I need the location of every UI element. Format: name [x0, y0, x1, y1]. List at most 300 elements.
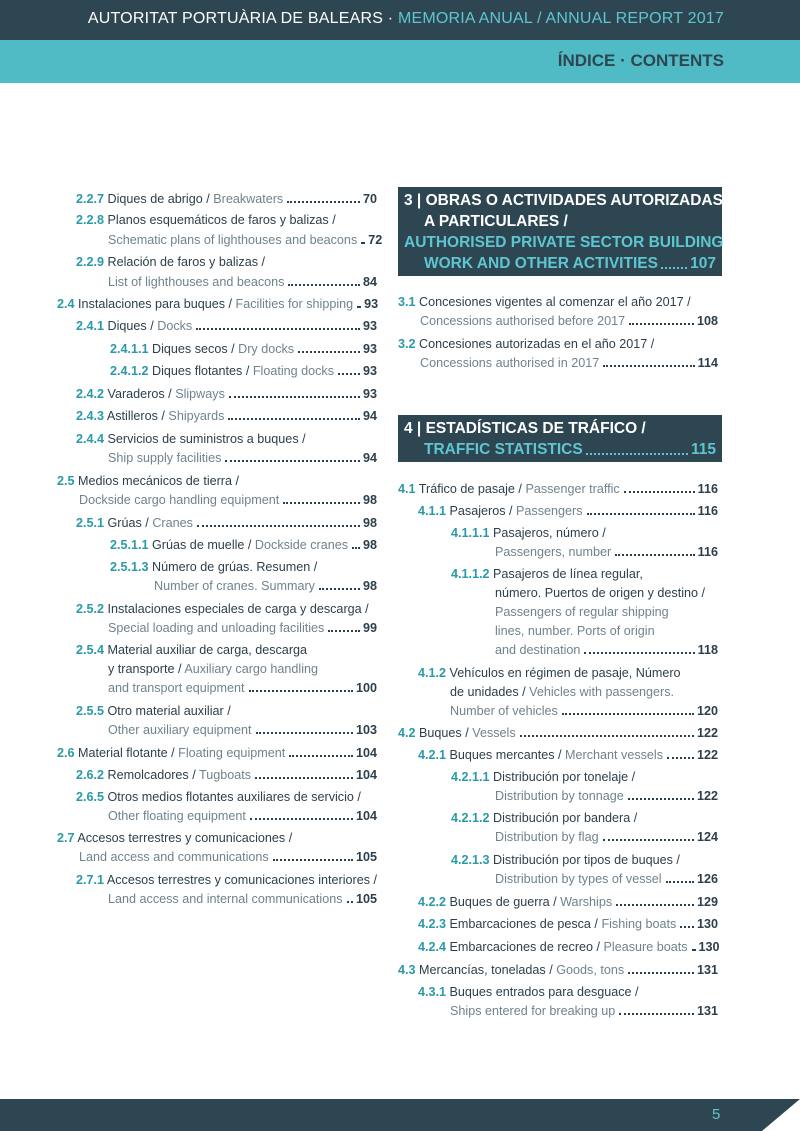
toc-page-number: 122: [696, 789, 718, 803]
toc-spanish-title: Vehículos en régimen de pasaje, Número: [449, 666, 681, 680]
toc-english-title: Other auxiliary equipment: [108, 723, 252, 737]
toc-spanish-title: Embarcaciones de pesca: [449, 917, 591, 931]
toc-dot-leader: [692, 949, 696, 951]
toc-english-title: Floating docks: [252, 364, 335, 378]
toc-number: 4.1.1.1: [451, 526, 490, 540]
toc-text: 2.4.1.1 Diques secos / Dry docks: [110, 342, 295, 356]
toc-text: [76, 642, 307, 658]
toc-spanish-title: Pasajeros, número: [493, 526, 599, 540]
toc-spanish-title: Diques: [107, 319, 147, 333]
toc-entry-continued[interactable]: [154, 578, 377, 594]
toc-entry[interactable]: [398, 336, 718, 352]
toc-text: 3 | OBRAS O ACTIVIDADES AUTORIZADAS: [404, 192, 723, 209]
toc-page-number: 114: [697, 356, 718, 370]
toc-entry[interactable]: [76, 386, 377, 402]
toc-dot-leader: [629, 323, 694, 325]
toc-entry[interactable]: [76, 515, 377, 531]
toc-entry[interactable]: [76, 212, 377, 228]
toc-entry-continued[interactable]: [495, 623, 718, 639]
toc-spanish-title: Grúas: [107, 516, 142, 530]
toc-entry-continued[interactable]: [420, 355, 718, 371]
toc-number: 4.2: [398, 726, 416, 740]
toc-spanish-title: Varaderos: [107, 387, 165, 401]
toc-page-number: 98: [362, 493, 377, 507]
toc-entry[interactable]: [76, 254, 377, 270]
toc-text: 2.5.1.1 Grúas de muelle / Dockside cranes: [110, 538, 349, 552]
toc-entry[interactable]: [76, 318, 377, 334]
toc-english-title: Cranes: [152, 516, 193, 530]
toc-spanish-title: Remolcadores: [107, 768, 189, 782]
toc-english-title: Special loading and unloading facilities: [108, 621, 325, 635]
toc-text: 4.2.4 Embarcaciones de recreo / Pleasure boats: [418, 940, 688, 954]
toc-dot-leader: [562, 713, 694, 715]
toc-english-title: Distribution by flag: [495, 830, 599, 844]
toc-entry[interactable]: [418, 747, 718, 763]
toc-english-title: Number of vehicles: [450, 704, 558, 718]
toc-dot-leader: [520, 735, 694, 737]
toc-page-number: 105: [355, 850, 377, 864]
section-heading-line: [404, 418, 716, 439]
toc-spanish-title: Tráfico de pasaje: [418, 482, 515, 496]
toc-text: 4.1.1 Pasajeros / Passengers: [418, 504, 583, 518]
toc-dot-leader: [361, 242, 365, 244]
toc-english-title: Tugboats: [199, 768, 252, 782]
toc-english-title: Pleasure boats: [603, 940, 688, 954]
toc-text: 2.5 Medios mecánicos de tierra /: [57, 474, 240, 488]
toc-spanish-title: Material flotante: [78, 746, 168, 760]
toc-text: 2.4.3 Astilleros / Shipyards: [76, 409, 225, 423]
toc-entry-continued[interactable]: [450, 684, 718, 700]
toc-spanish-title: Pasajeros: [449, 504, 506, 518]
toc-dot-leader: [616, 904, 694, 906]
toc-dot-leader: [619, 1013, 694, 1015]
toc-number: 2.6: [57, 746, 75, 760]
toc-number: 2.5.4: [76, 643, 105, 657]
toc-dot-leader: [250, 818, 353, 820]
toc-text: 115: [690, 441, 716, 458]
toc-entry[interactable]: [57, 473, 377, 489]
toc-dot-leader: [228, 418, 360, 420]
page-number: 5: [712, 1106, 721, 1123]
toc-english-title: Goods, tons: [556, 963, 625, 977]
toc-dot-leader: [256, 732, 353, 734]
toc-spanish-title: Concesiones autorizadas en el año 2017: [419, 337, 648, 351]
toc-entry[interactable]: [398, 481, 718, 497]
toc-text: de unidades / Vehicles with passengers.: [450, 685, 675, 699]
toc-text: 107: [690, 255, 716, 272]
toc-english-title: and transport equipment: [108, 681, 245, 695]
toc-entry-continued[interactable]: [450, 703, 718, 719]
toc-spanish-title: Distribución por tonelaje: [493, 770, 629, 784]
toc-spanish-title: Concesiones vigentes al comenzar el año 2017: [419, 295, 684, 309]
toc-spanish-title: Medios mecánicos de tierra: [78, 474, 233, 488]
toc-dot-leader: [273, 859, 353, 861]
toc-spanish-title: Instalaciones para buques: [78, 297, 226, 311]
toc-page-number: 72: [368, 233, 383, 247]
toc-text: 2.6.2 Remolcadores / Tugboats: [76, 768, 252, 782]
toc-dot-leader: [287, 201, 360, 203]
toc-english-title: and destination: [495, 643, 581, 657]
toc-english-title: Ship supply facilities: [108, 451, 222, 465]
toc-text: [451, 566, 643, 582]
toc-english-title: Shipyards: [168, 409, 225, 423]
toc-dot-leader: [584, 652, 694, 654]
section-heading-line: [404, 439, 716, 460]
toc-spanish-title: Planos esquemáticos de faros y balizas: [107, 213, 329, 227]
toc-text: 2.4.4 Servicios de suministros a buques /: [76, 432, 306, 446]
toc-page-number: 118: [697, 643, 718, 657]
toc-entry[interactable]: [418, 665, 718, 681]
toc-page-number: 120: [696, 704, 718, 718]
toc-number: 4.1.1.2: [451, 567, 490, 581]
toc-entry[interactable]: [76, 872, 377, 888]
toc-number: 2.4.3: [76, 409, 105, 423]
toc-text: 2.2.8 Planos esquemáticos de faros y balizas /: [76, 213, 336, 227]
toc-english-title: Warships: [560, 895, 613, 909]
toc-entry-continued[interactable]: [495, 642, 718, 658]
toc-english-title: Distribution by tonnage: [495, 789, 624, 803]
toc-text: A PARTICULARES /: [424, 213, 568, 230]
toc-english-title: Dry docks: [238, 342, 295, 356]
toc-text: 2.6.5 Otros medios flotantes auxiliares de servicio /: [76, 790, 361, 804]
toc-entry[interactable]: [451, 525, 718, 541]
toc-text: 2.2.7 Diques de abrigo / Breakwaters: [76, 192, 284, 206]
toc-entry[interactable]: [57, 745, 377, 761]
toc-spanish-title: Mercancías, toneladas: [419, 963, 546, 977]
toc-number: 2.7.1: [76, 873, 105, 887]
toc-number: 2.6.5: [76, 790, 105, 804]
toc-text: 2.2.9 Relación de faros y balizas /: [76, 255, 266, 269]
page-title: ÍNDICE · CONTENTS: [557, 51, 724, 70]
toc-spanish-title: Servicios de suministros a buques: [107, 432, 299, 446]
toc-english-title: Land access and internal communications: [108, 892, 343, 906]
toc-english-title: Floating equipment: [178, 746, 286, 760]
toc-entry-continued[interactable]: [495, 604, 718, 620]
toc-text: 4.2.1.2 Distribución por bandera /: [451, 811, 638, 825]
toc-text: 2.7.1 Accesos terrestres y comunicaciones interiores /: [76, 873, 377, 887]
toc-english-title: lines, number. Ports of origin: [495, 624, 655, 638]
toc-page-number: 103: [355, 723, 377, 737]
toc-page-number: 84: [362, 275, 377, 289]
toc-entry[interactable]: [451, 566, 718, 582]
toc-text: 3.2 Concesiones autorizadas en el año 2017 /: [398, 337, 655, 351]
toc-number: 4.2.4: [418, 940, 447, 954]
toc-dot-leader: [586, 453, 688, 455]
toc-spanish-title: Diques secos: [152, 342, 228, 356]
toc-entry[interactable]: [110, 363, 377, 379]
toc-text: 2.6 Material flotante / Floating equipment: [57, 746, 286, 760]
toc-number: 2.5.5: [76, 704, 105, 718]
header-bar: [0, 0, 800, 40]
toc-text: [418, 665, 681, 681]
toc-dot-leader: [225, 460, 360, 462]
toc-text: 2.5.1.3 Número de grúas. Resumen /: [110, 560, 318, 574]
toc-spanish-title: Otros medios flotantes auxiliares de servicio: [107, 790, 354, 804]
toc-text: 4.2.2 Buques de guerra / Warships: [418, 895, 613, 909]
toc-entry[interactable]: [398, 294, 718, 310]
toc-spanish-title: Buques: [419, 726, 462, 740]
toc-number: 4.2.1.1: [451, 770, 490, 784]
toc-english-title: Ships entered for breaking up: [450, 1004, 616, 1018]
toc-entry[interactable]: [76, 703, 377, 719]
toc-number: 4.1.2: [418, 666, 447, 680]
toc-text: 4.2.1.3 Distribución por tipos de buques /: [451, 853, 680, 867]
toc-english-title: Passenger traffic: [525, 482, 620, 496]
toc-dot-leader: [624, 491, 695, 493]
toc-dot-leader: [667, 757, 694, 759]
toc-dot-leader: [587, 513, 695, 515]
toc-number: 4.3.1: [418, 985, 447, 999]
toc-dot-leader: [352, 547, 360, 549]
toc-dot-leader: [249, 690, 353, 692]
toc-number: 2.4.1: [76, 319, 105, 333]
toc-entry[interactable]: [76, 601, 377, 617]
toc-text: 4.3 Mercancías, toneladas / Goods, tons: [398, 963, 625, 977]
toc-entry[interactable]: [398, 725, 718, 741]
toc-number: 2.5: [57, 474, 75, 488]
toc-entry-continued[interactable]: [108, 722, 377, 738]
toc-entry-continued[interactable]: [108, 274, 377, 290]
toc-number: 4.2.1.2: [451, 811, 490, 825]
toc-entry-continued[interactable]: [108, 450, 377, 466]
section-3-heading[interactable]: [398, 187, 722, 276]
toc-entry[interactable]: [418, 939, 718, 955]
toc-text: 2.4.1 Diques / Docks: [76, 319, 193, 333]
toc-english-title: Auxiliary cargo handling: [184, 662, 319, 676]
toc-dot-leader: [628, 972, 694, 974]
toc-page-number: 100: [355, 681, 377, 695]
toc-spanish-title: Pasajeros de línea regular,: [493, 567, 643, 581]
section-4-heading[interactable]: [398, 415, 722, 462]
toc-entry-continued[interactable]: [495, 829, 718, 845]
toc-spanish-title: Material auxiliar de carga, descarga: [107, 643, 308, 657]
toc-english-title: Dockside cranes: [254, 538, 349, 552]
toc-entry[interactable]: [57, 296, 377, 312]
toc-number: 2.2.9: [76, 255, 105, 269]
toc-text: número. Puertos de origen y destino /: [495, 586, 706, 600]
toc-entry[interactable]: [57, 830, 377, 846]
toc-page-number: 93: [364, 297, 379, 311]
toc-entry-continued[interactable]: [108, 680, 377, 696]
section-heading-line: [404, 253, 716, 274]
toc-page-number: 108: [696, 314, 718, 328]
toc-text: WORK AND OTHER ACTIVITIES: [424, 255, 658, 272]
toc-number: 2.4.1.1: [110, 342, 149, 356]
toc-number: 2.5.2: [76, 602, 105, 616]
toc-entry-continued[interactable]: [79, 849, 377, 865]
toc-text: 2.4.2 Varaderos / Slipways: [76, 387, 225, 401]
toc-number: 2.4.1.2: [110, 364, 149, 378]
toc-page-number: 116: [697, 545, 718, 559]
toc-english-title: Number of cranes. Summary: [154, 579, 315, 593]
toc-entry-continued[interactable]: [108, 808, 377, 824]
section-heading-line: [404, 190, 723, 211]
toc-english-title: Dockside cargo handling equipment: [79, 493, 280, 507]
toc-dot-leader: [603, 839, 694, 841]
toc-spanish-title: Embarcaciones de recreo: [449, 940, 594, 954]
toc-dot-leader: [328, 630, 360, 632]
toc-page-number: 129: [696, 895, 718, 909]
toc-entry[interactable]: [76, 642, 377, 658]
toc-entry[interactable]: [76, 408, 377, 424]
toc-text: y transporte / Auxiliary cargo handling: [108, 662, 319, 676]
toc-dot-leader: [197, 525, 360, 527]
toc-entry[interactable]: [110, 559, 377, 575]
toc-text: 2.4 Instalaciones para buques / Facilities for shipping: [57, 297, 354, 311]
toc-entry[interactable]: [418, 894, 718, 910]
toc-number: 2.7: [57, 831, 75, 845]
toc-number: 4.1.1: [418, 504, 447, 518]
toc-dot-leader: [338, 373, 360, 375]
toc-dot-leader: [196, 328, 360, 330]
toc-text: 3.1 Concesiones vigentes al comenzar el año 2017 /: [398, 295, 691, 309]
toc-text: 4.1.1.1 Pasajeros, número /: [451, 526, 606, 540]
toc-entry-continued[interactable]: [450, 1003, 718, 1019]
toc-spanish-title: Instalaciones especiales de carga y descarga: [107, 602, 362, 616]
toc-number: 3.1: [398, 295, 416, 309]
toc-page-number: 98: [362, 516, 377, 530]
toc-page-number: 130: [696, 917, 718, 931]
toc-dot-leader: [661, 267, 687, 269]
toc-english-title: Fishing boats: [601, 917, 677, 931]
toc-text: TRAFFIC STATISTICS: [424, 441, 583, 458]
toc-entry-continued[interactable]: [495, 544, 718, 560]
toc-spanish-title: Accesos terrestres y comunicaciones interiores: [106, 873, 370, 887]
toc-text: 2.5.5 Otro material auxiliar /: [76, 704, 231, 718]
toc-spanish-title: Otro material auxiliar: [107, 704, 224, 718]
toc-entry[interactable]: [451, 810, 718, 826]
toc-dot-leader: [347, 901, 353, 903]
toc-spanish-title: de unidades: [450, 685, 519, 699]
toc-english-title: Other floating equipment: [108, 809, 246, 823]
toc-entry-continued[interactable]: [108, 891, 377, 907]
toc-entry[interactable]: [418, 503, 718, 519]
toc-text: 4.2.1.1 Distribución por tonelaje /: [451, 770, 636, 784]
toc-english-title: Schematic plans of lighthouses and beacons: [108, 233, 358, 247]
toc-spanish-title: Distribución por tipos de buques: [493, 853, 673, 867]
toc-english-title: Concessions authorised before 2017: [420, 314, 626, 328]
toc-dot-leader: [229, 396, 360, 398]
toc-page-number: 130: [698, 940, 720, 954]
toc-dot-leader: [615, 554, 694, 556]
toc-entry-continued[interactable]: [495, 871, 718, 887]
toc-entry[interactable]: [76, 789, 377, 805]
toc-entry-continued[interactable]: [79, 492, 377, 508]
toc-english-title: Passengers of regular shipping: [495, 605, 669, 619]
toc-spanish-title: Grúas de muelle: [152, 538, 245, 552]
toc-dot-leader: [666, 881, 694, 883]
toc-entry[interactable]: [418, 984, 718, 1000]
toc-english-title: Land access and communications: [79, 850, 269, 864]
toc-text: 4.2.3 Embarcaciones de pesca / Fishing boats: [418, 917, 677, 931]
toc-entry[interactable]: [76, 767, 377, 783]
toc-spanish-title: número. Puertos de origen y destino: [495, 586, 699, 600]
toc-number: 4.2.2: [418, 895, 447, 909]
toc-dot-leader: [319, 588, 360, 590]
toc-entry[interactable]: [451, 852, 718, 868]
toc-english-title: Facilities for shipping: [235, 297, 354, 311]
toc-entry[interactable]: [76, 191, 377, 207]
toc-text: 2.5.1 Grúas / Cranes: [76, 516, 193, 530]
toc-english-title: Vehicles with passengers.: [529, 685, 675, 699]
toc-english-title: Passengers, number: [495, 545, 612, 559]
toc-page-number: 98: [362, 579, 377, 593]
toc-page-number: 116: [697, 482, 718, 496]
toc-spanish-title: Número de grúas. Resumen: [152, 560, 311, 574]
toc-spanish-title: Astilleros: [106, 409, 158, 423]
toc-spanish-title: Buques entrados para desguace: [449, 985, 632, 999]
toc-page-number: 70: [362, 192, 377, 206]
toc-text: 2.7 Accesos terrestres y comunicaciones /: [57, 831, 293, 845]
toc-spanish-title: Diques flotantes: [152, 364, 243, 378]
toc-page-number: 93: [362, 364, 377, 378]
toc-entry[interactable]: [451, 769, 718, 785]
toc-page-number: 99: [362, 621, 377, 635]
toc-entry-continued[interactable]: [108, 620, 377, 636]
toc-entry-continued[interactable]: [420, 313, 718, 329]
toc-page-number: 105: [355, 892, 377, 906]
toc-page-number: 131: [696, 963, 718, 977]
toc-page-number: 122: [696, 748, 718, 762]
toc-entry-continued[interactable]: [495, 585, 718, 601]
toc-number: 2.4.2: [76, 387, 105, 401]
toc-page-number: 93: [362, 387, 377, 401]
toc-spanish-title: Accesos terrestres y comunicaciones: [77, 831, 286, 845]
toc-number: 4.3: [398, 963, 416, 977]
toc-dot-leader: [680, 926, 694, 928]
toc-spanish-title: Relación de faros y balizas: [107, 255, 259, 269]
toc-english-title: Merchant vessels: [565, 748, 664, 762]
toc-page-number: 116: [697, 504, 718, 518]
toc-dot-leader: [357, 306, 361, 308]
toc-english-title: Slipways: [175, 387, 225, 401]
toc-spanish-title: Diques de abrigo: [107, 192, 203, 206]
toc-dot-leader: [298, 351, 360, 353]
toc-entry-continued[interactable]: [108, 232, 383, 248]
toc-entry[interactable]: [398, 962, 718, 978]
toc-number: 2.4: [57, 297, 75, 311]
toc-entry[interactable]: [110, 537, 377, 553]
toc-dot-leader: [283, 502, 360, 504]
toc-entry[interactable]: [76, 431, 377, 447]
toc-text: 4.1 Tráfico de pasaje / Passenger traffic: [398, 482, 620, 496]
toc-page-number: 104: [355, 809, 377, 823]
toc-page-number: 98: [362, 538, 377, 552]
toc-dot-leader: [289, 755, 353, 757]
toc-text: 2.5.2 Instalaciones especiales de carga y descarga /: [76, 602, 369, 616]
toc-page-number: 104: [355, 746, 377, 760]
toc-entry-continued[interactable]: [108, 661, 377, 677]
toc-text: AUTHORISED PRIVATE SECTOR BUILDING: [404, 234, 724, 251]
toc-english-title: List of lighthouses and beacons: [108, 275, 285, 289]
toc-page-number: 126: [696, 872, 718, 886]
toc-number: 2.2.8: [76, 213, 105, 227]
toc-number: 2.2.7: [76, 192, 105, 206]
toc-dot-leader: [255, 777, 353, 779]
toc-number: 3.2: [398, 337, 416, 351]
toc-entry[interactable]: [418, 916, 718, 932]
footer-corner-cut: [762, 1099, 800, 1131]
toc-number: 4.1: [398, 482, 416, 496]
toc-entry[interactable]: [110, 341, 377, 357]
toc-english-title: Distribution by types of vessel: [495, 872, 662, 886]
toc-number: 2.5.1: [76, 516, 105, 530]
toc-dot-leader: [603, 365, 694, 367]
toc-page-number: 104: [355, 768, 377, 782]
toc-entry-continued[interactable]: [495, 788, 718, 804]
toc-number: 2.5.1.1: [110, 538, 149, 552]
toc-number: 2.6.2: [76, 768, 105, 782]
